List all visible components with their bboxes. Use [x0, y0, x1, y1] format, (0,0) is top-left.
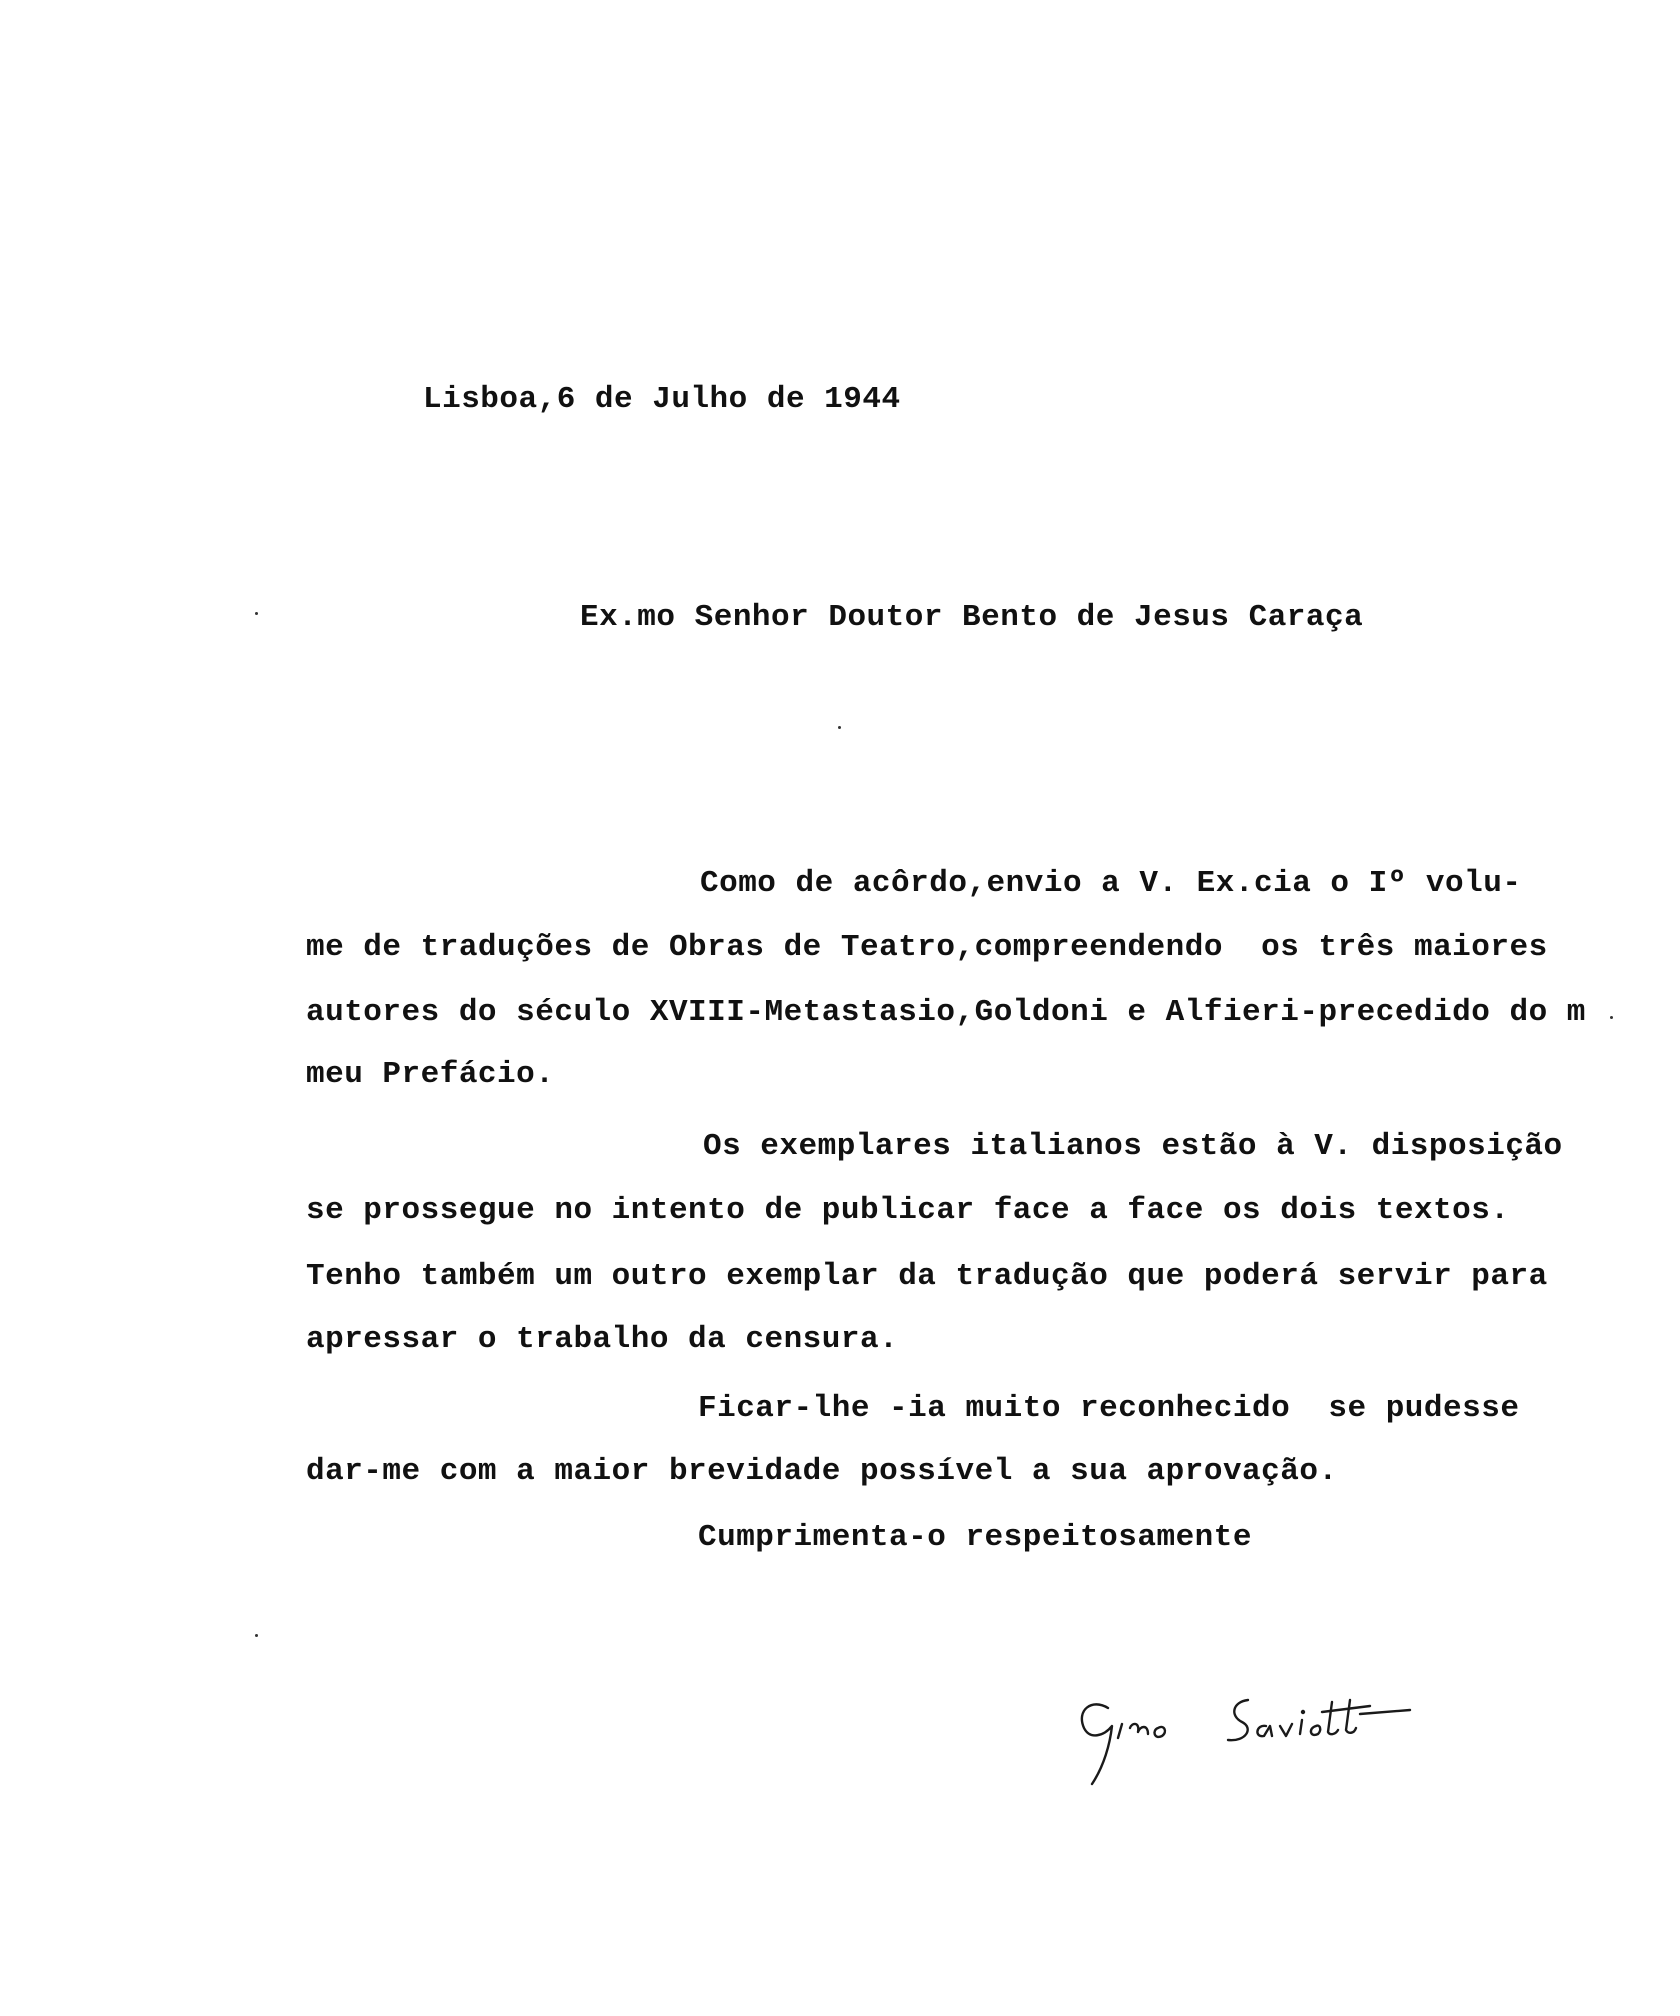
letter-closing: Cumprimenta-o respeitosamente — [698, 1520, 1252, 1555]
paper-speck — [1610, 1016, 1613, 1019]
paragraph-line: Como de acôrdo,envio a V. Ex.cia o Iº volu- — [700, 866, 1522, 901]
paragraph-line: dar-me com a maior brevidade possível a sua aprovação. — [306, 1454, 1338, 1489]
paper-speck — [838, 726, 841, 729]
paragraph-line: Os exemplares italianos estão à V. disposição — [703, 1129, 1563, 1164]
paper-speck — [255, 1634, 258, 1637]
paragraph-line: apressar o trabalho da censura. — [306, 1322, 899, 1357]
paragraph-line: meu Prefácio. — [306, 1057, 555, 1092]
paragraph-line: Tenho também um outro exemplar da tradução que poderá servir para — [306, 1259, 1548, 1294]
paragraph-line: Ficar-lhe -ia muito reconhecido se pudesse — [698, 1391, 1520, 1426]
paper-speck — [255, 612, 258, 615]
letter-salutation: Ex.mo Senhor Doutor Bento de Jesus Caraça — [580, 600, 1364, 635]
paragraph-line: autores do século XVIII-Metastasio,Goldoni e Alfieri-precedido do m — [306, 995, 1586, 1030]
handwritten-signature — [1070, 1680, 1470, 1790]
paragraph-line: se prossegue no intento de publicar face a face os dois textos. — [306, 1193, 1510, 1228]
paragraph-line: me de traduções de Obras de Teatro,compreendendo os três maiores — [306, 930, 1548, 965]
letter-date: Lisboa,6 de Julho de 1944 — [423, 382, 901, 417]
